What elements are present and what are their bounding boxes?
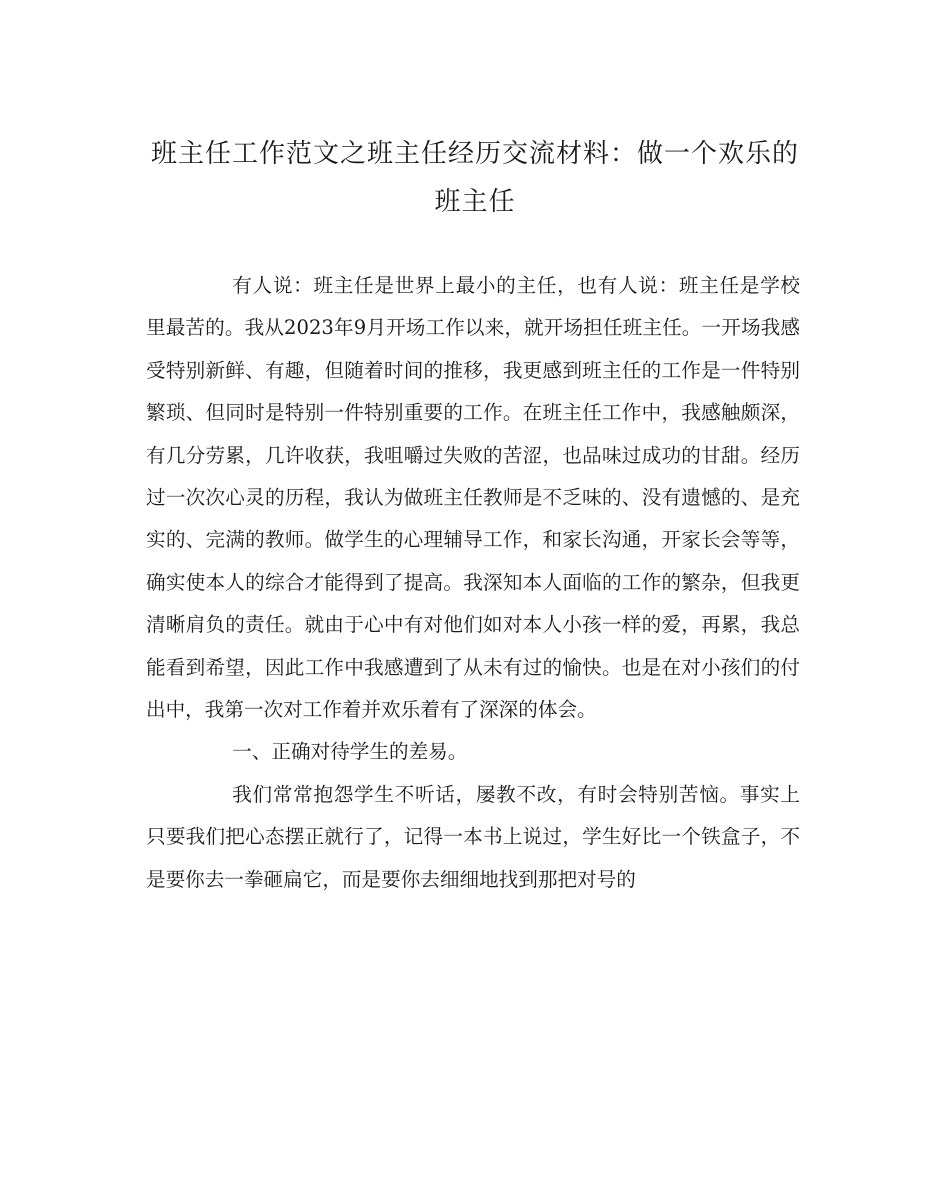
document-title: 班主任工作范文之班主任经历交流材料：做一个欢乐的班主任	[150, 139, 799, 217]
paragraph-intro: 有人说：班主任是世界上最小的主任，也有人说：班主任是学校里最苦的。我从2023年9月开场工作以来，就开场担任班主任。一开场我感受特别新鲜、有趣，但随着时间的推移，我更感到班主任的工作是一件特别繁琐、但同时是特别一件特别重要的工作。在班主任工作中，我感触颇深，有几分劳累，几许收获，我咀嚼过失败的苦涩，也品味过成功的甘甜。经历过一次次心灵的历程，我认为做班主任教师是不乏味的、没有遗憾的、是充实的、完满的教师。做学生的心理辅导工作，和家长沟通，开家长会等等，确实使本人的综合才能得到了提高。我深知本人面临的工作的繁杂，但我更清晰肩负的责任。就由于心中有对他们如对本人小孩一样的爱，再累，我总能看到希望，因此工作中我感遭到了从未有过的愉快。也是在对小孩们的付出中，我第一次对工作着并欢乐着有了深深的体会。	[146, 274, 800, 722]
document-body	[146, 265, 800, 901]
section-heading-1: 一、正确对待学生的差易。	[232, 740, 468, 764]
paragraph-section-1: 我们常常抱怨学生不听话，屡教不改，有时会特别苦恼。事实上只要我们把心态摆正就行了，记得一本书上说过，学生好比一个铁盒子，不是要你去一拳砸扁它，而是要你去细细地找到那把对号的	[146, 782, 800, 891]
